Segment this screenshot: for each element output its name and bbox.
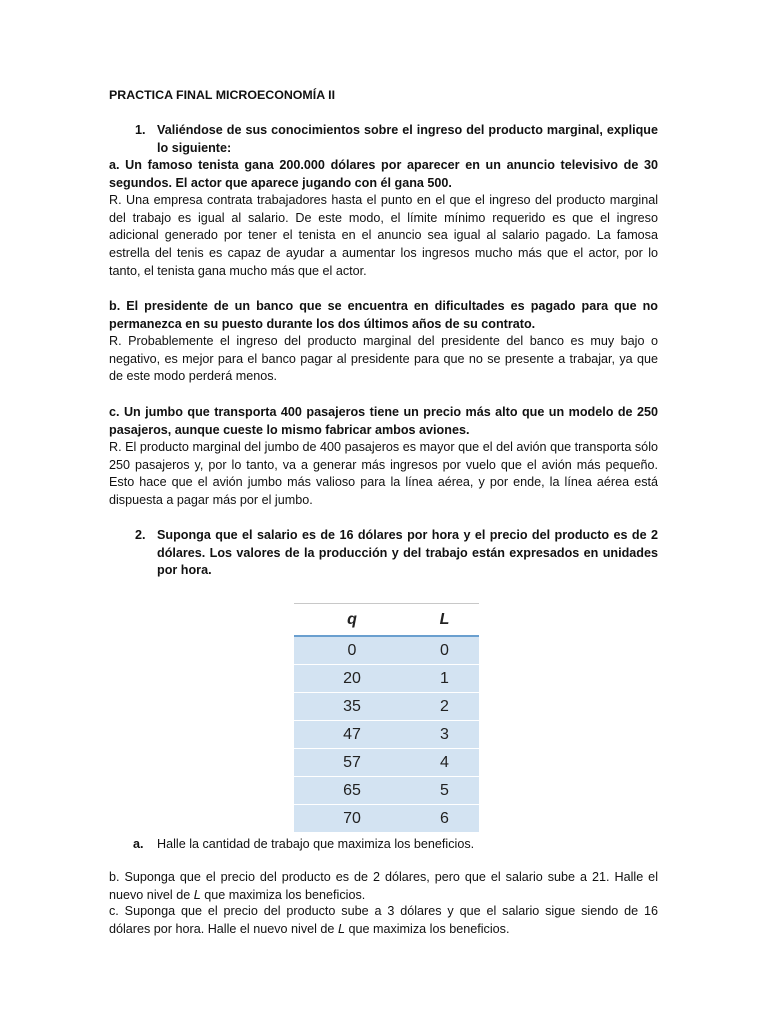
table-cell-l: 1 bbox=[410, 665, 479, 693]
item-a-answer: R. Una empresa contrata trabajadores hasta el punto en el que el ingreso del producto marginal del trabajo es igual al salario. De este modo, el límite mínimo requerido es que el ingreso adicional generado por tener el tenista en el anuncio sea igual al salario pagado. La famosa estrella del tenis es capaz de ayudar a aumentar los ingresos mucho más que el actor, por lo tanto, el tenista gana mucho más que el actor. bbox=[109, 193, 658, 278]
item-c-question: c. Un jumbo que transporta 400 pasajeros tiene un precio más alto que un modelo de 250 pasajeros, aunque cueste lo mismo fabricar ambos aviones. bbox=[109, 405, 658, 437]
table-row bbox=[294, 749, 479, 777]
question-2c-variable: L bbox=[337, 921, 345, 936]
item-b-answer: R. Probablemente el ingreso del producto marginal del presidente del banco es muy bajo o negativo, es mejor para el banco pagar al presidente para que no se presente a trabajar, ya que de este modo perderá menos. bbox=[109, 334, 658, 384]
question-1-text: Valiéndose de sus conocimientos sobre el ingreso del producto marginal, explique lo siguiente: bbox=[157, 123, 658, 155]
question-2a-number: a. bbox=[133, 837, 144, 851]
table-cell-q: 0 bbox=[294, 636, 410, 665]
question-2b-pre: b. Suponga que el precio del producto es de 2 dólares, pero que el salario sube a 21. Halle el nuevo nivel de bbox=[109, 870, 658, 902]
column-header-l: L bbox=[410, 604, 479, 637]
document-title: PRACTICA FINAL MICROECONOMÍA II bbox=[109, 88, 336, 102]
table-row bbox=[294, 721, 479, 749]
table-cell-q: 70 bbox=[294, 805, 410, 833]
table-cell-l: 6 bbox=[410, 805, 479, 833]
production-table bbox=[294, 603, 479, 833]
question-2-number: 2. bbox=[135, 528, 146, 542]
table-cell-l: 3 bbox=[410, 721, 479, 749]
question-2c-post: que maximiza los beneficios. bbox=[344, 921, 510, 936]
item-a bbox=[109, 157, 658, 280]
question-2a-text: Halle la cantidad de trabajo que maximiza los beneficios. bbox=[157, 837, 475, 851]
item-a-question: a. Un famoso tenista gana 200.000 dólares por aparecer en un anuncio televisivo de 30 segundos. El actor que aparece jugando con él gana 500. bbox=[109, 158, 658, 190]
table-cell-q: 65 bbox=[294, 777, 410, 805]
question-2-text: Suponga que el salario es de 16 dólares por hora y el precio del producto es de 2 dólares. Los valores de la producción y del trabajo están expresados en unidades por hora. bbox=[157, 528, 658, 578]
question-2 bbox=[109, 527, 658, 580]
item-c bbox=[109, 404, 658, 510]
table-row bbox=[294, 693, 479, 721]
question-2b-post: que maximiza los beneficios. bbox=[200, 887, 366, 902]
table-row bbox=[294, 805, 479, 833]
table-cell-q: 47 bbox=[294, 721, 410, 749]
table-row bbox=[294, 777, 479, 805]
question-2c-text bbox=[109, 903, 658, 938]
item-b bbox=[109, 298, 658, 386]
question-1 bbox=[109, 122, 658, 157]
table-header-row bbox=[294, 604, 479, 637]
table-cell-q: 35 bbox=[294, 693, 410, 721]
item-c-answer: R. El producto marginal del jumbo de 400 pasajeros es mayor que el del avión que transporta sólo 250 pasajeros y, por lo tanto, va a generar más ingresos por vuelo que el avión más pequeño. Esto hace que el avión jumbo más valioso para la línea aérea, y por ende, la línea aérea está dispuesta a pagar más por el jumbo. bbox=[109, 440, 658, 507]
table-cell-q: 20 bbox=[294, 665, 410, 693]
table-cell-l: 0 bbox=[410, 636, 479, 665]
table-row bbox=[294, 636, 479, 665]
table-cell-l: 2 bbox=[410, 693, 479, 721]
question-2b bbox=[109, 869, 658, 904]
question-2c bbox=[109, 903, 658, 938]
question-2a bbox=[109, 836, 658, 854]
table-cell-l: 4 bbox=[410, 749, 479, 777]
table-cell-q: 57 bbox=[294, 749, 410, 777]
question-1-number: 1. bbox=[135, 123, 146, 137]
question-2b-text bbox=[109, 869, 658, 904]
column-header-q: q bbox=[294, 604, 410, 637]
table-cell-l: 5 bbox=[410, 777, 479, 805]
item-b-question: b. El presidente de un banco que se encuentra en dificultades es pagado para que no permanezca en su puesto durante los dos últimos años de su contrato. bbox=[109, 299, 658, 331]
question-2b-variable: L bbox=[193, 887, 201, 902]
question-2c-pre: c. Suponga que el precio del producto sube a 3 dólares y que el salario sigue siendo de 16 dólares por hora. Halle el nuevo nivel de bbox=[109, 904, 658, 936]
table-row bbox=[294, 665, 479, 693]
